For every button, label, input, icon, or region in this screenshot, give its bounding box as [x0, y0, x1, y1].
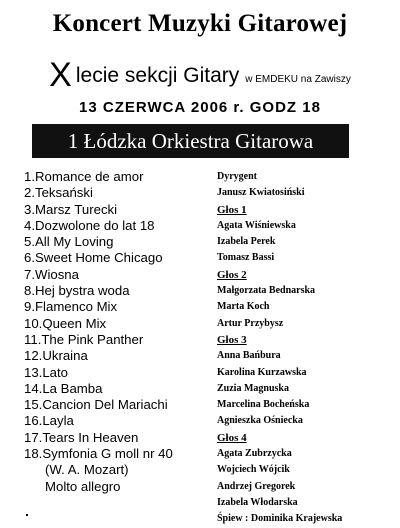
program-item: 1.Romance de amor [24, 169, 144, 184]
member-name: Tomasz Bassi [217, 252, 275, 264]
program-item: 4.Dozwolone do lat 18 [24, 217, 155, 233]
member-name: Agnieszka Ośniecka [217, 415, 303, 427]
program-item: 17.Tears In Heaven [24, 429, 139, 445]
member-name: Anna Bańbura [217, 350, 281, 362]
voice-group-4-label: Głos 4 [217, 431, 247, 444]
program-item: 9.Flamenco Mix [24, 299, 118, 315]
stray-dot [26, 514, 28, 516]
member-name: Marta Koch [217, 301, 270, 313]
member-name: Karolina Kurzawska [217, 366, 307, 378]
program-item: 15.Cancion Del Mariachi [24, 397, 168, 413]
event-date-time: 13 CZERWCA 2006 r. GODZ 18 [79, 99, 321, 116]
voice-group-3-label: Głos 3 [217, 333, 247, 346]
program-item: 3.Marsz Turecki [24, 201, 118, 217]
program-item: 2.Teksański [24, 185, 93, 201]
personnel-list [217, 169, 397, 528]
member-name: Agata Wiśniewska [217, 219, 296, 231]
vocal-credit: Śpiew : Dominika Krajewska [217, 513, 343, 525]
member-name: Marcelina Bocheńska [217, 399, 310, 411]
subtitle-venue: w EMDEKU na Zawiszy [245, 74, 351, 85]
voice-group-2-label: Głos 2 [217, 268, 247, 281]
member-name: Izabela Perek [217, 236, 276, 248]
program-item: 13.Lato [24, 364, 68, 380]
program-item: 14.La Bamba [24, 380, 103, 396]
voice-group-1-label: Głos 1 [217, 203, 247, 216]
program-item: 11.The Pink Panther [24, 331, 144, 347]
member-name: Izabela Włodarska [217, 496, 298, 508]
member-name: Andrzej Gregorek [217, 480, 296, 492]
program-item: 6.Sweet Home Chicago [24, 250, 163, 266]
program-item: 18.Symfonia G moll nr 40 [24, 446, 173, 462]
subtitle-main: lecie sekcji Gitary [75, 64, 240, 87]
member-name: Artur Przybysz [217, 317, 284, 329]
program-item: 5.All My Loving [24, 234, 114, 250]
member-name: Zuzia Magnuska [217, 382, 289, 394]
program-list [24, 169, 200, 495]
program-item: 7.Wiosna [24, 266, 79, 282]
member-name: Małgorzata Bednarska [217, 285, 316, 297]
program-item: 10.Queen Mix [24, 315, 107, 331]
orchestra-banner: 1 Łódzka Orkiestra Gitarowa [32, 124, 349, 158]
subtitle [0, 56, 400, 95]
program-item-tempo: Molto allegro [45, 478, 121, 494]
subtitle-roman-ten: X [49, 56, 72, 94]
program-item: 16.Layla [24, 413, 74, 429]
conductor-name: Janusz Kwiatosiński [217, 187, 305, 199]
program-item: 8.Hej bystra woda [24, 283, 130, 299]
program-item: 12.Ukraina [24, 348, 88, 364]
poster-title: Koncert Muzyki Gitarowej [52, 10, 348, 37]
member-name: Wojciech Wójcik [217, 464, 290, 476]
program-item-composer: (W. A. Mozart) [45, 462, 129, 478]
conductor-label: Dyrygent [217, 171, 257, 182]
member-name: Agata Zubrzycka [217, 448, 292, 460]
